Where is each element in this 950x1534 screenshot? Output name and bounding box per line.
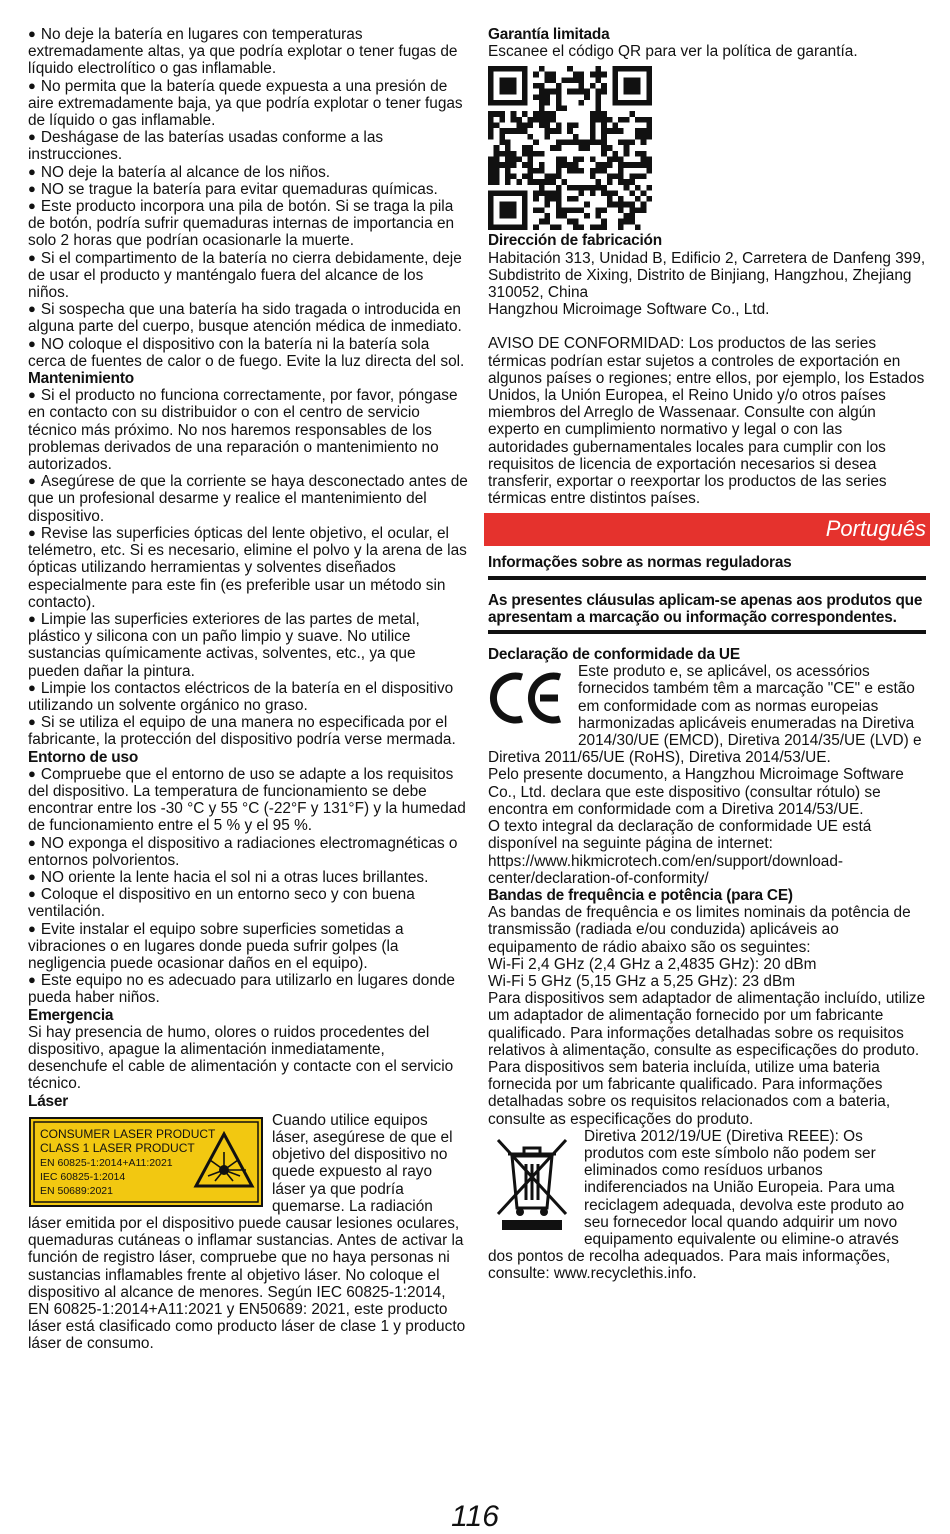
reg-heading-block bbox=[488, 546, 926, 579]
list-item: ● Si se utiliza el equipo de una manera no especificada por el fabricante, la protección del dispositivo podría verse mermada. bbox=[28, 714, 468, 748]
list-item: ● Compruebe que el entorno de uso se adapte a los requisitos del dispositivo. La temperatura de funcionamiento se debe encontrar entre los -30 °C y 55 °C (-22°F y 131°F) y la humedad de funcionamiento entre el 5 % y el 95 %. bbox=[28, 766, 468, 835]
laser-label-line-3: EN 60825-1:2014+A11:2021 bbox=[40, 1156, 173, 1169]
list-item: ● Si el producto no funciona correctamente, por favor, póngase en contacto con su distribuidor o con el centro de servicio técnico más próximo. No nos haremos responsables de los problemas derivados de una reparación o mantenimiento no autorizados. bbox=[28, 387, 468, 473]
laser-label-line-2: CLASS 1 LASER PRODUCT bbox=[40, 1140, 195, 1155]
language-banner bbox=[484, 513, 930, 546]
bands-text: As bandas de frequência e os limites nominais da potência de transmissão (radiada e/ou conduzida) aplicáveis ao equipamento de rádio abaixo são os seguintes: bbox=[488, 904, 911, 956]
list-item: ● NO exponga el dispositivo a radiaciones electromagnéticas o entornos polvorientos. bbox=[28, 835, 468, 869]
ce-mark-icon bbox=[488, 663, 570, 733]
list-item: ● Evite instalar el equipo sobre superficies sometidas a vibraciones o en lugares donde pueda sufrir golpes (la negligencia puede ocasionar daños en el equipo). bbox=[28, 921, 468, 973]
laser-block bbox=[28, 1112, 468, 1353]
emergency-heading: Emergencia bbox=[28, 1006, 114, 1024]
laser-text: Cuando utilice equipos láser, asegúrese de que el objetivo del dispositivo no quede expuesto al rayo láser ya que podría quemarse. La radiación láser emitida por el dispositivo puede causar lesiones oculares, quemaduras cutáneas o inflamar sustancias. Antes de activar la función de registro láser, compruebe que no haya personas ni sustancias inflamables frente al objetivo láser. No coloque el dispositivo al alcance de menores. Según IEC 60825-1:2014, EN 60825-1:2014+A11:2021 y EN50689: 2021, este producto láser está clasificado como producto láser de clase 1 y producto láser de consumo. bbox=[28, 1111, 466, 1353]
ue-text-3: O texto integral da declaração de conformidade UE está disponível na seguinte página de internet: https://www.hikmicrotech.com/en/support/download-center/declaration-of-conformity/ bbox=[488, 818, 872, 887]
ue-text-2: Pelo presente documento, a Hangzhou Microimage Software Co., Ltd. declara que este dispositivo (consultar rótulo) se encontra em conformidade com a Diretiva 2014/53/UE. bbox=[488, 766, 904, 818]
weee-text: Diretiva 2012/19/UE (Diretiva REEE): Os produtos com este símbolo não podem ser eliminados como resíduos urbanos indiferenciados na União Europeia. Para uma reciclagem adequada, devolva este produto ao seu fornecedor local quando adquirir um novo equipamento equivalente ou elimine-o através dos pontos de recolha adequados. Para mais informações, consulte: www.recyclethis.info. bbox=[488, 1127, 905, 1283]
clause-text: As presentes cláusulas aplicam-se apenas aos produtos que apresentam a marcação ou informação correspondentes. bbox=[488, 591, 923, 626]
list-item: ● Revise las superficies ópticas del lente objetivo, el ocular, el telémetro, etc. Si es necesario, elimine el polvo y la arena de las ópticas utilizando herramientas y solventes diseñados especialmente para este fin (es preferible usar un método sin contacto). bbox=[28, 525, 468, 611]
reg-heading: Informações sobre as normas reguladoras bbox=[488, 554, 792, 572]
list-item: ● Este producto incorpora una pila de botón. Si se traga la pila de botón, podría sufrir quemaduras internas de importancia en solo 2 horas que podrían ocasionarle la muerte. bbox=[28, 198, 468, 250]
battery-text: Para dispositivos sem bateria incluída, utilize uma bateria fornecida por um fabricante qualificado. Para informações detalhadas sobre os requisitos relacionados com a bateria, consulte as especificações do produto. bbox=[488, 1058, 891, 1128]
bands-heading: Bandas de frequência e potência (para CE) bbox=[488, 886, 793, 904]
list-item: ● NO oriente la lente hacia el sol ni a otras luces brillantes. bbox=[28, 869, 468, 886]
list-item: ● Si el compartimento de la batería no cierra debidamente, deje de usar el producto y manténgalo fuera del alcance de los niños. bbox=[28, 250, 468, 302]
laser-label-line-4: IEC 60825-1:2014 bbox=[40, 1170, 126, 1183]
left-column bbox=[28, 26, 468, 1353]
right-column bbox=[488, 26, 926, 1283]
laser-heading: Láser bbox=[28, 1092, 69, 1110]
laser-label-line-1: CONSUMER LASER PRODUCT bbox=[40, 1126, 216, 1141]
manufacturer-name: Hangzhou Microimage Software Co., Ltd. bbox=[488, 301, 770, 319]
qr-code-icon[interactable] bbox=[488, 66, 652, 230]
list-item: ● Si sospecha que una batería ha sido tragada o introducida en alguna parte del cuerpo, busque atención médica de inmediato. bbox=[28, 301, 468, 335]
battery-bullets bbox=[28, 26, 468, 370]
band-wifi-24: Wi-Fi 2,4 GHz (2,4 GHz a 2,4835 GHz): 20 dBm bbox=[488, 955, 817, 973]
laser-warning-label bbox=[28, 1112, 264, 1208]
environment-heading: Entorno de uso bbox=[28, 748, 139, 766]
list-item: ● No permita que la batería quede expuesta a una presión de aire extremadamente baja, ya que podría explotar o tener fugas de líquido o gas inflamable. bbox=[28, 78, 468, 130]
list-item: ● Asegúrese de que la corriente se haya desconectado antes de que un profesional desarme y realice el mantenimiento del dispositivo. bbox=[28, 473, 468, 525]
manufacturer-address: Habitación 313, Unidad B, Edificio 2, Carretera de Danfeng 399, Subdistrito de Xixing, Distrito de Binjiang, Hangzhou, Zhejiang 310052, China bbox=[488, 249, 926, 302]
weee-block bbox=[488, 1128, 926, 1283]
list-item: ● NO deje la batería al alcance de los niños. bbox=[28, 164, 468, 181]
ce-block bbox=[488, 663, 926, 766]
emergency-text: Si hay presencia de humo, olores o ruidos procedentes del dispositivo, apague la alimentación inmediatamente, desenchufe el cable de alimentación y contacte con el servicio técnico. bbox=[28, 1023, 454, 1093]
list-item: ● No deje la batería en lugares con temperaturas extremadamente altas, ya que podría explotar o tener fugas de líquido electrolítico o gas inflamable. bbox=[28, 26, 468, 78]
warranty-text: Escanee el código QR para ver la política de garantía. bbox=[488, 43, 858, 61]
weee-crossed-bin-icon bbox=[488, 1130, 576, 1232]
list-item: ● Limpie los contactos eléctricos de la batería en el dispositivo utilizando un solvente orgánico no graso. bbox=[28, 680, 468, 714]
ue-heading: Declaração de conformidade da UE bbox=[488, 646, 740, 664]
list-item: ● Este equipo no es adecuado para utilizarlo en lugares donde pueda haber niños. bbox=[28, 972, 468, 1006]
adapter-text: Para dispositivos sem adaptador de alimentação incluído, utilize um adaptador de alimentação fornecido por um fabricante qualificado. Para informações detalhadas sobre os requisitos relativos à alimentação, consulte as especificações do produto. bbox=[488, 990, 926, 1059]
list-item: ● Coloque el dispositivo en un entorno seco y con buena ventilación. bbox=[28, 886, 468, 920]
manufacturer-heading: Dirección de fabricación bbox=[488, 232, 662, 250]
laser-label-line-5: EN 50689:2021 bbox=[40, 1184, 113, 1197]
clause-block bbox=[488, 580, 926, 634]
page-number: 116 bbox=[451, 1500, 499, 1533]
list-item: ● NO coloque el dispositivo con la batería ni la batería sola cerca de fuentes de calor o de fuego. Evite la luz directa del sol. bbox=[28, 336, 468, 370]
warranty-heading: Garantía limitada bbox=[488, 26, 610, 43]
list-item: ● Limpie las superficies exteriores de las partes de metal, plástico y silicona con un paño limpio y suave. No utilice sustancias químicamente activas, solventes, etc., ya que pueden dañar la pintura. bbox=[28, 611, 468, 680]
maintenance-heading: Mantenimiento bbox=[28, 370, 134, 388]
band-wifi-5: Wi-Fi 5 GHz (5,15 GHz a 5,25 GHz): 23 dBm bbox=[488, 972, 796, 990]
list-item: ● NO se trague la batería para evitar quemaduras químicas. bbox=[28, 181, 468, 198]
language-banner-label: Português bbox=[825, 516, 926, 542]
ue-text-1: Este produto e, se aplicável, os acessórios fornecidos também têm a marcação "CE" e estão em conformidade com as normas europeias harmonizadas aplicáveis enumeradas na Diretiva 2014/30/UE (EMCD), Diretiva 2014/35/UE (LVD) e Diretiva 2011/65/UE (RoHS), Diretiva 2014/53/UE. bbox=[488, 663, 922, 767]
list-item: ● Deshágase de las baterías usadas conforme a las instrucciones. bbox=[28, 129, 468, 163]
compliance-notice: AVISO DE CONFORMIDAD: Los productos de las series térmicas podrían estar sujetos a controles de exportación en algunos países o regiones; entre ellos, por ejemplo, los Estados Unidos, la Unión Europea, el Reino Unido y/o otros países miembros del Arreglo de Wassenaar. Consulte con algún experto en cumplimiento normativo y legal o con las autoridades gubernamentales locales para cumplir con los requisitos de licencia de exportación necesarios si desea transferir, exportar o reexportar los productos de las series térmicas entre distintos países. bbox=[488, 335, 925, 508]
